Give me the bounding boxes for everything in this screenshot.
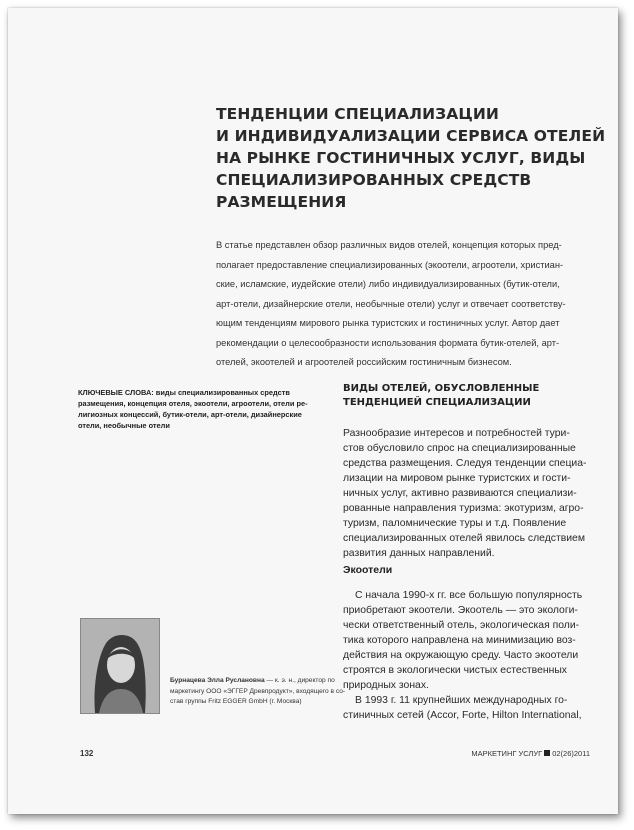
article-abstract: [216, 236, 590, 373]
body-line: специализированных отелей явилось следствием: [343, 533, 585, 544]
journal-issue: 02(26)2011: [552, 749, 590, 758]
keywords-line: отели, необычные отели: [78, 421, 170, 430]
body-paragraph: [343, 426, 603, 561]
body-line: действия на окружающую среду. Часто экоотели: [343, 650, 579, 661]
article-title: [216, 103, 616, 213]
abstract-line: рекомендации о целесообразности использования формата бутик-отелей, арт-: [216, 337, 560, 348]
body-line: развития данных направлений.: [343, 548, 495, 559]
author-bio-line: маркетингу ООО «ЭГГЕР Древпродукт», входящего в со-: [170, 687, 346, 695]
title-line: ТЕНДЕНЦИИ СПЕЦИАЛИЗАЦИИ: [216, 105, 499, 123]
body-line: чески ответственный отель, экологическая поли-: [343, 620, 580, 631]
journal-page: [8, 8, 618, 814]
journal-footer: [471, 749, 590, 758]
title-line: И ИНДИВИДУАЛИЗАЦИИ СЕРВИСА ОТЕЛЕЙ: [216, 127, 606, 145]
title-line: НА РЫНКЕ ГОСТИНИЧНЫХ УСЛУГ, ВИДЫ: [216, 149, 586, 167]
keywords-line: КЛЮЧЕВЫЕ СЛОВА: виды специализированных средств: [78, 388, 290, 397]
title-line: СПЕЦИАЛИЗИРОВАННЫХ СРЕДСТВ: [216, 171, 532, 189]
section-heading-line: ВИДЫ ОТЕЛЕЙ, ОБУСЛОВЛЕННЫЕ: [343, 383, 540, 394]
body-line: лизации на мировом рынке туристских и гости-: [343, 473, 571, 484]
author-bio-text: — к. э. н., директор по: [264, 677, 335, 684]
body-line: средства размещения. Следуя тенденции специа-: [343, 458, 587, 469]
author-photo: [80, 618, 160, 714]
author-name: Бурнацева Элла Руслановна: [170, 677, 265, 684]
body-line: В 1993 г. 11 крупнейших международных го-: [355, 695, 568, 706]
keywords-line: размещения, концепция отеля, экоотели, агроотели, отели ре-: [78, 399, 308, 408]
square-bullet-icon: [544, 750, 550, 756]
body-line: стиничных сетей (Accor, Forte, Hilton International,: [343, 710, 582, 721]
author-bio-line: став группы Fritz EGGER GmbH (г. Москва): [170, 698, 302, 705]
section-heading: [343, 382, 603, 410]
journal-name: МАРКЕТИНГ УСЛУГ: [471, 749, 543, 758]
title-line: РАЗМЕЩЕНИЯ: [216, 193, 347, 211]
author-bio-line: [170, 676, 340, 687]
body-line: рованные направления туризма: экотуризм, агро-: [343, 503, 584, 514]
body-line: Разнообразие интересов и потребностей тури-: [343, 428, 570, 439]
author-portrait-image: [81, 619, 159, 713]
page-number: 132: [80, 749, 94, 758]
body-line: С начала 1990-х гг. все большую популярность: [355, 590, 583, 601]
body-line: строятся в экологически чистых естественных: [343, 665, 567, 676]
body-line: приобретают экоотели. Экоотель — это экологи-: [343, 605, 578, 616]
keywords-block: [78, 387, 318, 431]
author-bio: [170, 676, 346, 708]
abstract-line: В статье представлен обзор различных видов отелей, концепция которых пред-: [216, 240, 562, 250]
body-paragraph: [343, 588, 603, 723]
body-line: туризм, паломнические туры и т.д. Появление: [343, 518, 567, 529]
body-line: стов обусловило спрос на специализированные: [343, 443, 576, 454]
body-line: ничных услуг, активно развиваются специализи-: [343, 488, 577, 499]
abstract-line: ские, исламские, иудейские отели) либо индивидуализированных (бутик-отели,: [216, 279, 560, 289]
subheading: Экоотели: [343, 564, 393, 576]
body-line: тика которого направлена на минимизацию воз-: [343, 635, 576, 646]
section-heading-line: ТЕНДЕНЦИЕЙ СПЕЦИАЛИЗАЦИИ: [343, 397, 531, 408]
abstract-line: отелей, экоотелей и агроотелей российским гостиничным бизнесом.: [216, 357, 512, 367]
body-line: природных зонах.: [343, 680, 429, 691]
abstract-line: полагает предоставление специализированных (экоотели, агроотели, христиан-: [216, 259, 564, 270]
abstract-line: ющим тенденциям мирового рынка туристских и гостиничных услуг. Автор дает: [216, 318, 560, 328]
keywords-line: лигиозных концессий, бутик-отели, арт-отели, дизайнерские: [78, 410, 302, 419]
abstract-line: арт-отели, дизайнерские отели, необычные отели) услуг и отвечает соответству-: [216, 298, 566, 309]
